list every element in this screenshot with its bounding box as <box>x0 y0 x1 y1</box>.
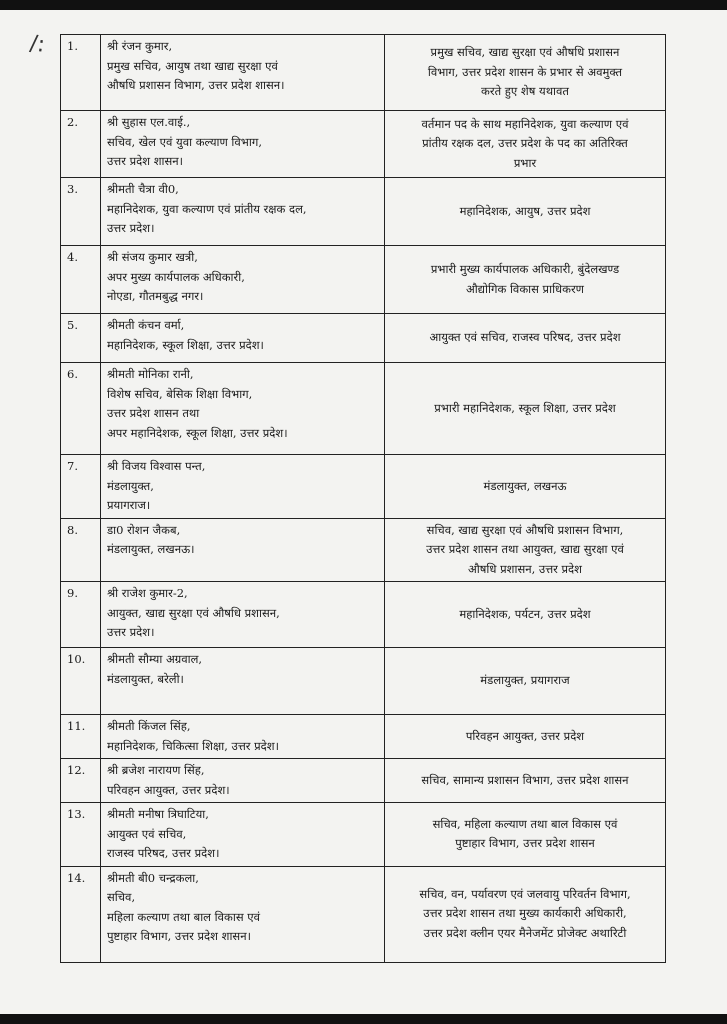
posting-line: औषधि प्रशासन, उत्तर प्रदेश <box>467 561 582 576</box>
officer-line: आयुक्त एवं सचिव, <box>107 826 187 841</box>
officer-line: सचिव, <box>107 890 136 904</box>
officer-line: अपर मुख्य कार्यपालक अधिकारी, <box>107 269 245 284</box>
officer-line: श्रीमती कंचन वर्मा, <box>107 318 185 332</box>
new-posting <box>385 35 666 111</box>
table-row <box>61 111 666 178</box>
table-row <box>61 35 666 111</box>
officer-details <box>101 803 385 867</box>
officer-line: श्रीमती बी0 चन्द्रकला, <box>107 870 199 885</box>
posting-line: प्रभार <box>513 155 537 170</box>
serial-number: 9. <box>61 582 101 648</box>
officer-details <box>101 314 385 363</box>
officer-line: प्रयागराज। <box>107 498 151 512</box>
new-posting <box>385 455 666 519</box>
officer-line: श्री राजेश कुमार-2, <box>107 586 188 600</box>
posting-line: प्रांतीय रक्षक दल, उत्तर प्रदेश के पद का अतिरिक्त <box>422 136 628 151</box>
officer-line: डा0 रोशन जैकब, <box>107 522 181 537</box>
serial-number: 1. <box>61 35 101 111</box>
officer-line: महानिदेशक, युवा कल्याण एवं प्रांतीय रक्षक दल, <box>107 201 307 216</box>
table-row <box>61 866 666 962</box>
posting-line: वर्तमान पद के साथ महानिदेशक, युवा कल्याण एवं <box>421 116 629 131</box>
officer-line: श्रीमती मनीषा त्रिघाटिया, <box>107 807 209 821</box>
officer-details <box>101 363 385 455</box>
posting-line: पुष्टाहार विभाग, उत्तर प्रदेश शासन <box>455 836 595 851</box>
serial-number: 6. <box>61 363 101 455</box>
officer-line: उत्तर प्रदेश। <box>107 625 155 639</box>
posting-line: सचिव, खाद्य सुरक्षा एवं औषधि प्रशासन विभाग, <box>426 522 624 537</box>
serial-number: 3. <box>61 178 101 246</box>
officer-details <box>101 648 385 715</box>
officer-details <box>101 582 385 648</box>
officer-line: नोएडा, गौतमबुद्ध नगर। <box>107 289 204 303</box>
serial-number: 11. <box>61 715 101 759</box>
officer-line: महानिदेशक, चिकित्सा शिक्षा, उत्तर प्रदेश। <box>107 738 279 753</box>
posting-line: औद्योगिक विकास प्राधिकरण <box>466 281 584 296</box>
transfer-table <box>60 34 666 963</box>
new-posting <box>385 582 666 648</box>
officer-line: श्री ब्रजेश नारायण सिंह, <box>107 763 205 777</box>
officer-line: सचिव, खेल एवं युवा कल्याण विभाग, <box>107 134 262 149</box>
officer-line: श्रीमती किंजल सिंह, <box>107 719 191 733</box>
document-page <box>0 10 727 1014</box>
serial-number: 5. <box>61 314 101 363</box>
officer-details <box>101 246 385 314</box>
table-row <box>61 455 666 519</box>
new-posting <box>385 314 666 363</box>
bottom-edge <box>0 1014 727 1024</box>
posting-line: करते हुए शेष यथावत <box>481 84 569 99</box>
serial-number: 4. <box>61 246 101 314</box>
table-row <box>61 178 666 246</box>
table-row <box>61 648 666 715</box>
officer-details <box>101 518 385 582</box>
officer-details <box>101 111 385 178</box>
serial-number: 7. <box>61 455 101 519</box>
posting-line: उत्तर प्रदेश शासन तथा आयुक्त, खाद्य सुरक्षा एवं <box>426 542 624 556</box>
officer-line: महिला कल्याण तथा बाल विकास एवं <box>107 909 260 924</box>
margin-mark: /: <box>28 31 47 58</box>
officer-line: श्री रंजन कुमार, <box>107 39 173 53</box>
posting-line: उत्तर प्रदेश शासन तथा मुख्य कार्यकारी अधिकारी, <box>423 906 627 921</box>
officer-details <box>101 178 385 246</box>
posting-line: आयुक्त एवं सचिव, राजस्व परिषद, उत्तर प्रदेश <box>429 330 621 345</box>
new-posting <box>385 246 666 314</box>
table-row <box>61 518 666 582</box>
officer-line: मंडलायुक्त, बरेली। <box>107 671 184 686</box>
officer-line: औषधि प्रशासन विभाग, उत्तर प्रदेश शासन। <box>107 78 285 92</box>
table-row <box>61 715 666 759</box>
serial-number: 10. <box>61 648 101 715</box>
new-posting <box>385 518 666 582</box>
posting-line: सचिव, सामान्य प्रशासन विभाग, उत्तर प्रदेश शासन <box>421 772 629 787</box>
officer-line: आयुक्त, खाद्य सुरक्षा एवं औषधि प्रशासन, <box>107 605 280 620</box>
posting-line: सचिव, वन, पर्यावरण एवं जलवायु परिवर्तन विभाग, <box>419 886 631 901</box>
officer-details <box>101 715 385 759</box>
table-row <box>61 759 666 803</box>
officer-line: मंडलायुक्त, <box>107 478 154 493</box>
posting-line: प्रमुख सचिव, खाद्य सुरक्षा एवं औषधि प्रशासन <box>430 45 620 60</box>
table-row <box>61 582 666 648</box>
posting-line: विभाग, उत्तर प्रदेश शासन के प्रभार से अवमुक्त <box>427 64 623 79</box>
officer-line: राजस्व परिषद, उत्तर प्रदेश। <box>107 846 220 860</box>
table-row <box>61 314 666 363</box>
officer-line: प्रमुख सचिव, आयुष तथा खाद्य सुरक्षा एवं <box>107 58 278 73</box>
officer-line: उत्तर प्रदेश शासन तथा <box>107 406 200 420</box>
officer-line: पुष्टाहार विभाग, उत्तर प्रदेश शासन। <box>107 929 251 943</box>
posting-line: परिवहन आयुक्त, उत्तर प्रदेश <box>465 728 585 743</box>
officer-line: परिवहन आयुक्त, उत्तर प्रदेश। <box>107 782 230 797</box>
table-row <box>61 803 666 867</box>
table-row <box>61 246 666 314</box>
new-posting <box>385 803 666 867</box>
officer-details <box>101 35 385 111</box>
officer-line: श्री सुहास एल.वाई., <box>107 115 191 129</box>
new-posting <box>385 111 666 178</box>
officer-line: अपर महानिदेशक, स्कूल शिक्षा, उत्तर प्रदेश। <box>107 425 288 440</box>
serial-number: 13. <box>61 803 101 867</box>
posting-line: उत्तर प्रदेश क्लीन एयर मैनेजमेंट प्रोजेक्ट अथारिटी <box>423 925 627 940</box>
new-posting <box>385 715 666 759</box>
officer-line: उत्तर प्रदेश। <box>107 221 155 235</box>
officer-details <box>101 759 385 803</box>
new-posting <box>385 759 666 803</box>
officer-line: मंडलायुक्त, लखनऊ। <box>107 542 195 556</box>
posting-line: महानिदेशक, पर्यटन, उत्तर प्रदेश <box>459 606 591 621</box>
new-posting <box>385 363 666 455</box>
posting-line: मंडलायुक्त, प्रयागराज <box>480 673 570 688</box>
posting-line: सचिव, महिला कल्याण तथा बाल विकास एवं <box>432 816 618 831</box>
officer-details <box>101 455 385 519</box>
officer-line: श्री विजय विश्वास पन्त, <box>107 459 206 473</box>
posting-line: महानिदेशक, आयुष, उत्तर प्रदेश <box>459 203 591 218</box>
officer-line: महानिदेशक, स्कूल शिक्षा, उत्तर प्रदेश। <box>107 337 264 352</box>
posting-line: प्रभारी महानिदेशक, स्कूल शिक्षा, उत्तर प्रदेश <box>434 400 616 415</box>
officer-line: श्री संजय कुमार खत्री, <box>107 250 198 264</box>
posting-line: मंडलायुक्त, लखनऊ <box>483 478 567 493</box>
new-posting <box>385 178 666 246</box>
new-posting <box>385 648 666 715</box>
officer-details <box>101 866 385 962</box>
serial-number: 12. <box>61 759 101 803</box>
posting-line: प्रभारी मुख्य कार्यपालक अधिकारी, बुंदेलखण्ड <box>430 262 620 276</box>
new-posting <box>385 866 666 962</box>
officer-line: उत्तर प्रदेश शासन। <box>107 154 184 168</box>
serial-number: 2. <box>61 111 101 178</box>
officer-line: विशेष सचिव, बेसिक शिक्षा विभाग, <box>107 386 253 401</box>
serial-number: 8. <box>61 518 101 582</box>
officer-line: श्रीमती मोनिका रानी, <box>107 367 194 381</box>
officer-line: श्रीमती सौम्या अग्रवाल, <box>107 652 203 666</box>
officer-line: श्रीमती चैत्रा वी0, <box>107 182 179 196</box>
table-row <box>61 363 666 455</box>
serial-number: 14. <box>61 866 101 962</box>
